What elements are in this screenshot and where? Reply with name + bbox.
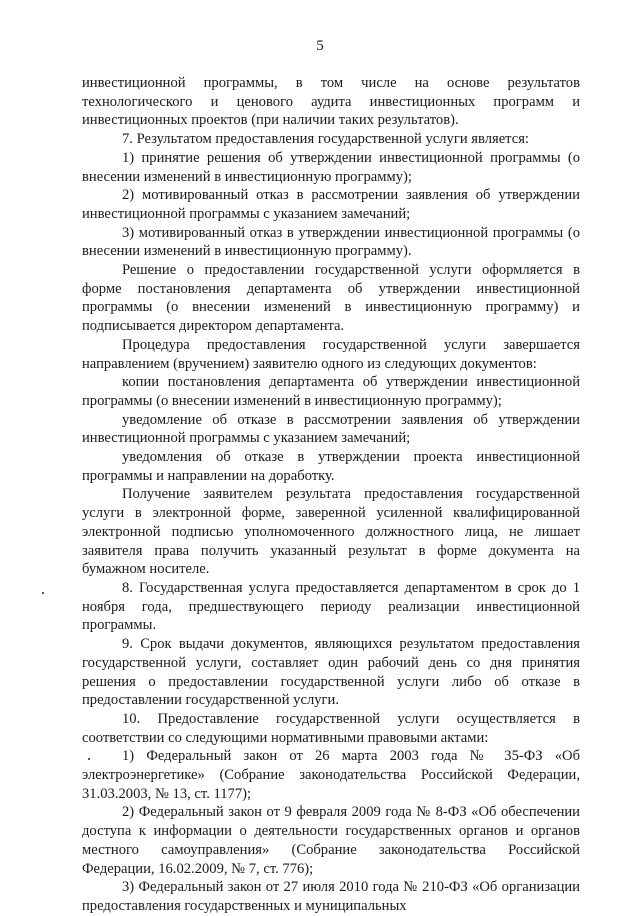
paragraph-law-2: 2) Федеральный закон от 9 февраля 2009 года № 8-ФЗ «Об обеспечении доступа к информации о деятельности государственных органов и органов местного самоуправления» (Собрание законодательства Российской Федерации, 16.02.2009, № 7, ст. 776); <box>82 804 580 877</box>
paragraph-result-1: 1) принятие решения об утверждении инвестиционной программы (о внесении изменений в инвестиционную программу); <box>82 149 580 185</box>
paragraph-item-9: 9. Срок выдачи документов, являющихся результатом предоставления государственной услуги, составляет один рабочий день со дня принятия решения о предоставлении государственной услуги либо об отказе в предоставлении государственной услуги. <box>82 636 580 709</box>
paragraph-doc-refusal-approval: уведомления об отказе в утверждении проекта инвестиционной программы и направлении на доработку. <box>82 449 580 484</box>
paragraph-procedure: Процедура предоставления государственной услуги завершается направлением (вручением) заявителю одного из следующих документов: <box>82 336 580 372</box>
paragraph-result-2: 2) мотивированный отказ в рассмотрении заявления об утверждении инвестиционной программы с указанием замечаний; <box>82 187 580 222</box>
document-body <box>82 74 580 916</box>
paragraph-decision: Решение о предоставлении государственной услуги оформляется в форме постановления департамента об утверждении инвестиционной программы (о внесении изменений в инвестиционную программу) и подписывается директором департамента. <box>82 262 580 335</box>
paragraph-law-1: 1) Федеральный закон от 26 марта 2003 года № 35-ФЗ «Об электроэнергетике» (Собрание законодательства Российской Федерации, 31.03.2003, № 13, ст. 1177); <box>82 748 580 802</box>
paragraph-doc-copy: копии постановления департамента об утверждении инвестиционной программы (о внесении изменений в инвестиционную программу); <box>82 374 580 409</box>
paragraph-continuation: инвестиционной программы, в том числе на основе результатов технологического и ценового аудита инвестиционных программ и инвестиционных проектов (при наличии таких результатов). <box>82 75 580 129</box>
paragraph-item-10: 10. Предоставление государственной услуги осуществляется в соответствии со следующими нормативными правовыми актами: <box>82 710 580 746</box>
paragraph-electronic-result: Получение заявителем результата предоставления государственной услуги в электронной форме, заверенной усиленной квалифицированной электронной подписью уполномоченного должностного лица, не лишает заявителя права получить указанный результат в форме документа на бумажном носителе. <box>82 486 580 578</box>
paragraph-item-8: 8. Государственная услуга предоставляется департаментом в срок до 1 ноября года, предшествующего периоду реализации инвестиционной программы. <box>82 579 580 634</box>
page-number: 5 <box>316 38 324 54</box>
paragraph-result-3: 3) мотивированный отказ в утверждении инвестиционной программы (о внесении изменений в инвестиционную программу). <box>82 224 580 260</box>
paragraph-law-3: 3) Федеральный закон от 27 июля 2010 года № 210-ФЗ «Об организации предоставления государственных и муниципальных <box>82 879 580 914</box>
scan-speck <box>42 592 44 594</box>
paragraph-doc-refusal-review: уведомление об отказе в рассмотрении заявления об утверждении инвестиционной программы с указанием замечаний; <box>82 411 580 447</box>
scan-speck <box>88 758 90 760</box>
paragraph-item-7: 7. Результатом предоставления государственной услуги является: <box>122 131 529 148</box>
